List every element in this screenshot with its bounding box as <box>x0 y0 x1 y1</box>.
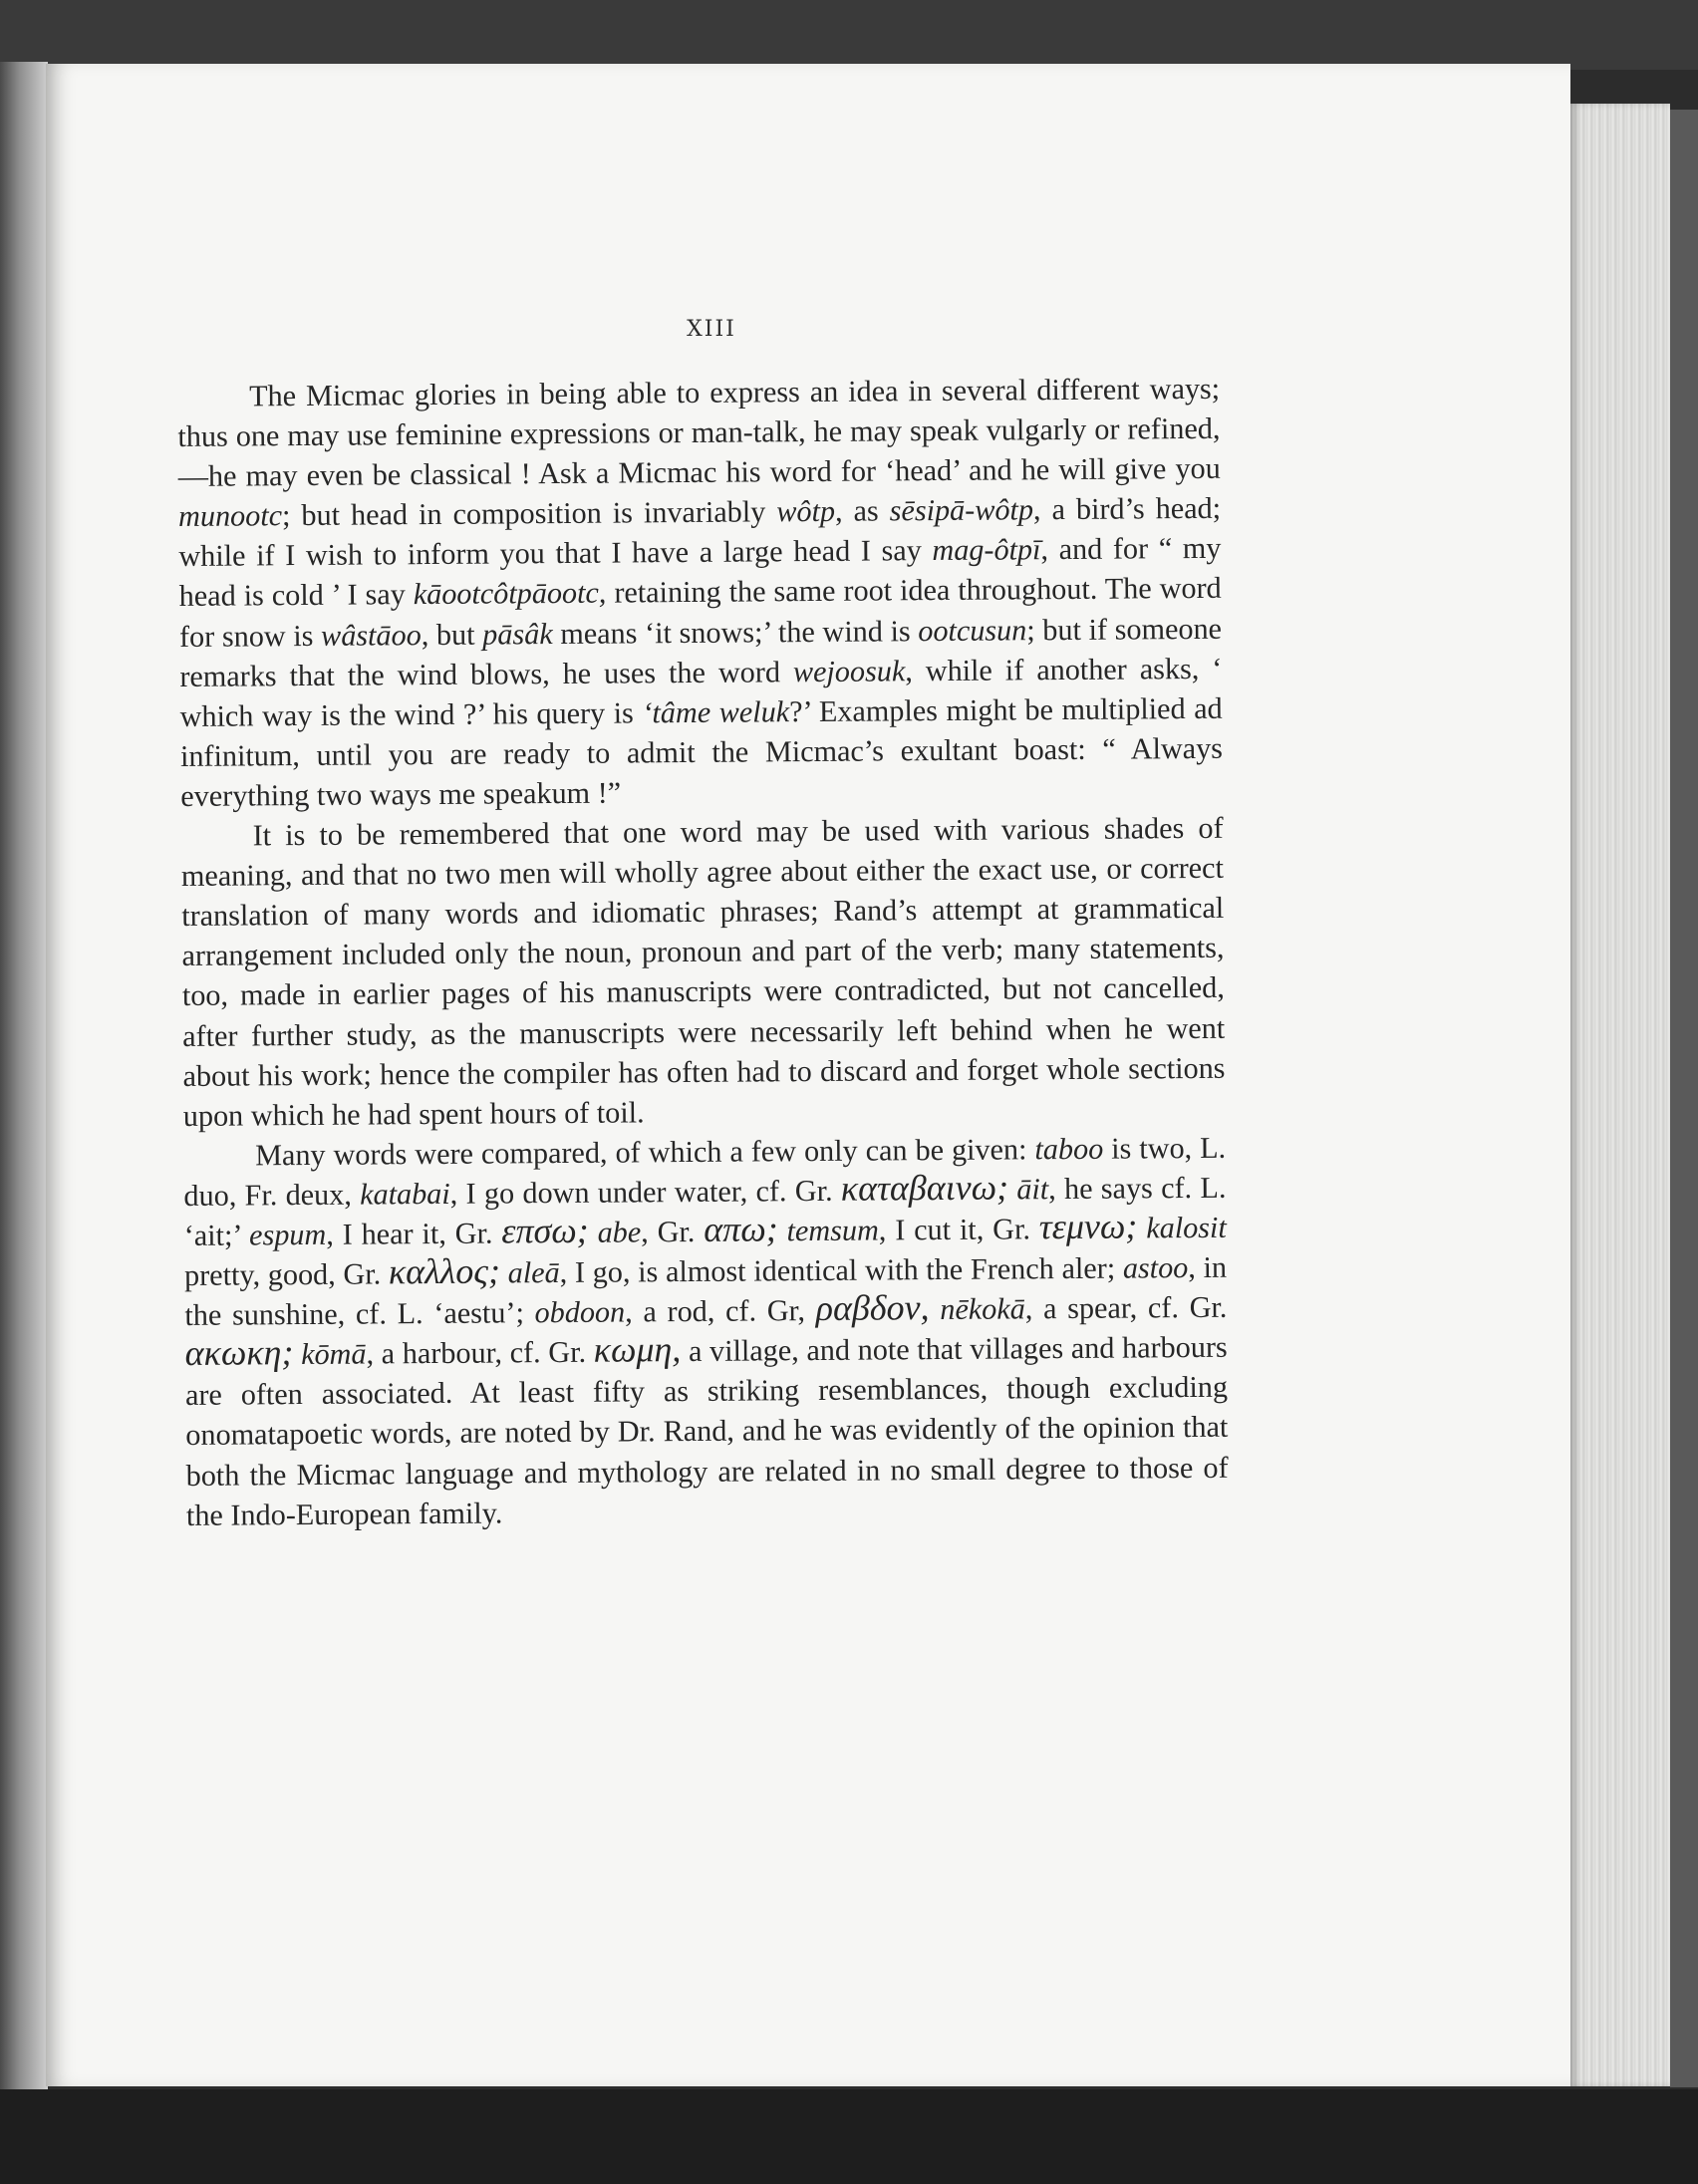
text-run: , a rod, cf. Gr, <box>625 1293 816 1329</box>
text-run: , in the sunshine, cf. L. ‘aestu’; <box>184 1249 1228 1333</box>
paragraph <box>183 1128 1229 1535</box>
text-run: , a spear, cf. Gr. <box>1024 1289 1228 1326</box>
text-run: a village, and note that villages and harbours are often associated. At least fifty as striking resemblances, though excluding onomatapoetic words, are noted by Dr. Rand, and he was evidently of the opinion that both the Micmac language and mythology are related in no small degree to those of the Indo-European family. <box>184 1330 1229 1532</box>
greek-word: καλλος; <box>388 1250 501 1292</box>
greek-word: ραβδον, <box>815 1287 930 1329</box>
greek-word: κωμη, <box>593 1329 682 1370</box>
text-run: , a bird’s head; while if I wish to inform you that I have a large head I say <box>178 491 1222 574</box>
italic-term: aleā <box>507 1255 560 1290</box>
text-run: , while if another asks, ‘ which way is the wind ?’ his query is <box>179 651 1223 733</box>
greek-word: καταβαινω; <box>840 1167 1009 1209</box>
italic-term: kōmā <box>300 1336 367 1372</box>
italic-term: kāootcôtpāootc, <box>413 576 607 612</box>
greek-word: ακωκη; <box>184 1332 294 1374</box>
text-run <box>589 1216 598 1249</box>
text-run: retaining the same root idea throughout. The word for snow is <box>178 571 1222 654</box>
text-run: , I cut it, Gr. <box>878 1212 1039 1247</box>
text-run: pretty, good, Gr. <box>183 1256 390 1293</box>
scan-bottom-background <box>0 2089 1698 2184</box>
italic-term: kalosit <box>1146 1210 1227 1245</box>
body-text <box>177 369 1229 1535</box>
text-run: ; but head in composition is invariably <box>281 494 777 533</box>
italic-term: pāsâk <box>482 616 553 652</box>
italic-term: astoo <box>1122 1250 1189 1285</box>
italic-term: obdoon <box>534 1294 626 1330</box>
text-run: ; but if someone remarks that the wind blows, he uses the word <box>179 611 1223 693</box>
italic-term: sēsipā-wôtp <box>889 492 1034 528</box>
italic-term: ‘tâme weluk <box>642 693 790 730</box>
italic-term: ootcusun <box>918 612 1027 648</box>
italic-term: wôtp <box>776 494 836 529</box>
text-run <box>1137 1211 1146 1244</box>
text-run: It is to be remembered that one word may be used with various shades of meaning, and that no two men will wholly agree about either the exact use, or correct translation of many words and idiomatic phrases; Rand’s attempt at grammatical arrangement included only the noun, pronoun and part of the verb; many statements, too, made in earlier pages of his manuscripts were contradicted, but not cancelled, after further study, as the manuscripts were necessarily left behind when he went about his work; hence the compiler has often had to discard and forget whole sections upon which he had spent hours of toil. <box>180 810 1226 1133</box>
italic-term: nēkokā <box>940 1291 1025 1327</box>
italic-term: āit <box>1016 1172 1049 1207</box>
scan-top-background <box>0 0 1698 70</box>
text-run <box>778 1214 787 1247</box>
text-run: The Micmac glories in being able to express an idea in several different ways; thus one may use feminine expressions or man-talk, he may speak vulgarly or refined,—he may even be classical ! Ask a Micmac his word for ‘head’ and he will give you <box>177 371 1221 494</box>
greek-word: επσω; <box>501 1210 589 1251</box>
text-run <box>929 1292 940 1326</box>
page-edges <box>1570 104 1670 2086</box>
text-run: means ‘it snows;’ the wind is <box>552 613 919 651</box>
book-gutter <box>0 62 48 2094</box>
italic-term: temsum <box>786 1213 879 1248</box>
text-run: , but <box>421 617 483 652</box>
italic-term: wejoosuk <box>792 653 906 688</box>
italic-term: mag-ôtpī <box>932 532 1041 568</box>
text-run: Many words were compared, of which a few only can be given: <box>255 1132 1035 1173</box>
text-run: ?’ Examples might be multiplied ad infinitum, until you are ready to admit the Micmac’s exultant boast: “ Always everything two ways me speakum !” <box>179 690 1224 813</box>
text-run: , I hear it, Gr. <box>326 1216 502 1251</box>
text-run: , Gr. <box>641 1214 705 1249</box>
paragraph <box>180 808 1225 1136</box>
italic-term: espum <box>248 1217 327 1252</box>
text-run: , he says cf. L. ‘ait;’ <box>183 1170 1227 1252</box>
text-run: , I go down under water, cf. Gr. <box>449 1173 841 1211</box>
text-run: , I go, is almost identical with the French aler; <box>559 1250 1124 1290</box>
paragraph <box>177 369 1223 816</box>
italic-term: munootc <box>177 498 283 534</box>
page-number: XIII <box>687 317 736 342</box>
text-run: , a harbour, cf. Gr. <box>366 1335 594 1371</box>
greek-word: απω; <box>704 1209 778 1249</box>
italic-term: taboo <box>1034 1131 1104 1167</box>
italic-term: wâstāoo <box>320 617 422 653</box>
text-run: , as <box>834 493 890 529</box>
italic-term: abe <box>597 1215 642 1249</box>
greek-word: τεμνω; <box>1038 1206 1138 1247</box>
text-run: is two, L. duo, Fr. deux, <box>183 1130 1227 1213</box>
text-run <box>1008 1172 1017 1206</box>
italic-term: katabai <box>360 1176 450 1212</box>
text-run: , and for “ my head is cold ’ I say <box>178 531 1222 614</box>
book-edge-shadow <box>1670 110 1698 2087</box>
